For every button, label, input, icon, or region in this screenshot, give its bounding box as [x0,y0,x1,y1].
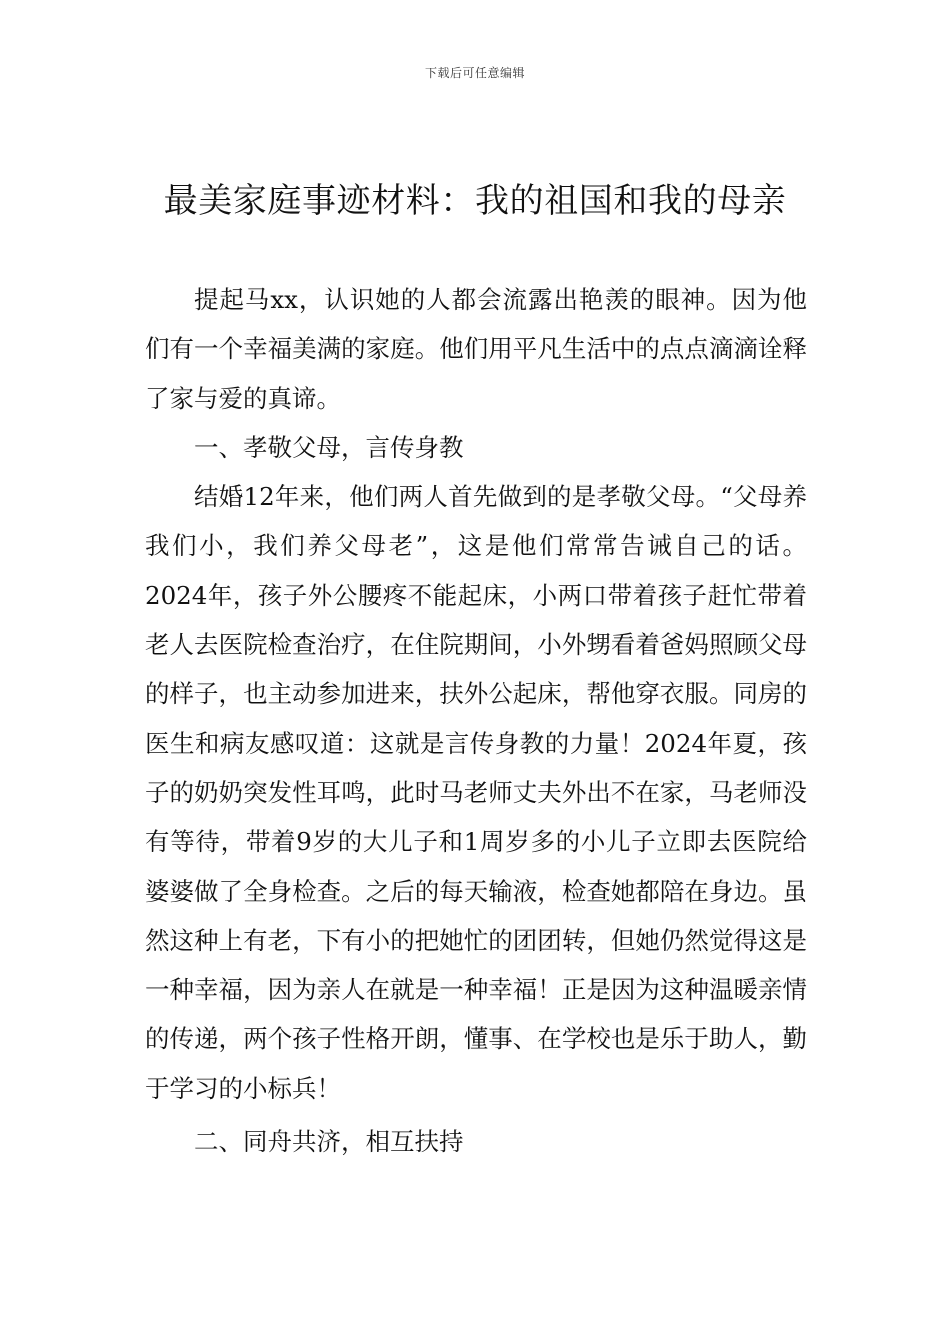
document-title: 最美家庭事迹材料：我的祖国和我的母亲 [163,181,787,221]
page-header: 下载后可任意编辑 [424,66,525,80]
section-heading-2: 二、同舟共济，相互扶持 [194,1127,464,1157]
section-1-paragraph: 结婚12年来，他们两人首先做到的是孝敬父母。“父母养我们小，我们养父母老”，这是他们常常告诫自己的话。2024年，孩子外公腰疼不能起床，小两口带着孩子赶忙带着老人去医院检查治疗，在住院期间，小外甥看着爸妈照顾父母的样子，也主动参加进来，扶外公起床，帮他穿衣服。同房的医生和病友感叹道：这就是言传身教的力量！2024年夏，孩子的奶奶突发性耳鸣，此时马老师丈夫外出不在家，马老师没有等待，带着9岁的大儿子和1周岁多的小儿子立即去医院给婆婆做了全身检查。之后的每天输液，检查她都陪在身边。虽然这种上有老，下有小的把她忙的团团转，但她仍然觉得这是一种幸福，因为亲人在就是一种幸福！正是因为这种温暖亲情的传递，两个孩子性格开朗，懂事、在学校也是乐于助人，勤于学习的小标兵！ [145,482,807,1103]
document-body [145,275,807,1166]
section-heading-1: 一、孝敬父母，言传身教 [194,432,464,462]
intro-paragraph: 提起马xx，认识她的人都会流露出艳羡的眼神。因为他们有一个幸福美满的家庭。他们用平凡生活中的点点滴滴诠释了家与爱的真谛。 [145,285,807,413]
